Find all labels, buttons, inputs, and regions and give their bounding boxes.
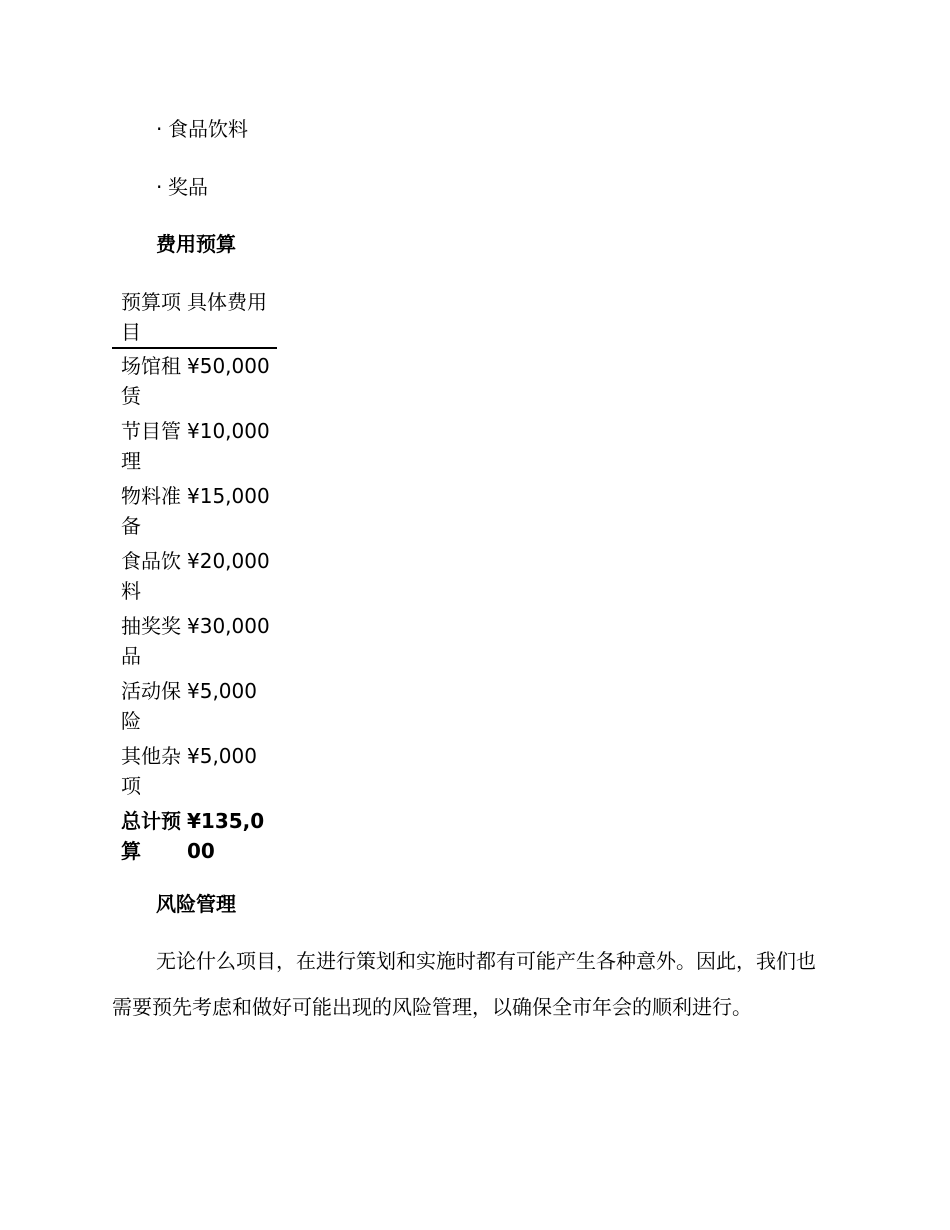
budget-item: 其他杂项 <box>121 744 181 798</box>
budget-item: 食品饮料 <box>121 549 181 603</box>
budget-item: 场馆租赁 <box>121 354 181 408</box>
budget-total-label: 总计预算 <box>121 809 181 863</box>
budget-cost: ¥15,000 <box>187 484 270 508</box>
budget-cost: ¥50,000 <box>187 354 270 378</box>
list-item <box>156 115 248 143</box>
list-item <box>156 173 208 201</box>
budget-total-value: ¥135,000 <box>187 809 265 863</box>
budget-heading: 费用预算 <box>156 232 236 256</box>
risk-paragraph: 无论什么项目，在进行策划和实施时都有可能产生各种意外。因此，我们也需要预先考虑和做好可能出现的风险管理，以确保全市年会的顺利进行。 <box>112 949 816 1019</box>
table-total-row <box>112 806 277 871</box>
budget-cost: ¥5,000 <box>187 744 257 768</box>
table-row <box>112 741 277 806</box>
table-row <box>112 481 277 546</box>
budget-cost: ¥20,000 <box>187 549 270 573</box>
table-row <box>112 611 277 676</box>
budget-cost: ¥5,000 <box>187 679 257 703</box>
table-row <box>112 546 277 611</box>
table-header-row <box>112 287 277 348</box>
table-row <box>112 676 277 741</box>
table-row <box>112 348 277 416</box>
list-item-text: 奖品 <box>168 175 208 199</box>
column-header-item: 预算项目 <box>121 290 181 344</box>
budget-item: 节目管理 <box>121 419 181 473</box>
bullet-dot: · <box>156 117 163 141</box>
risk-heading: 风险管理 <box>156 892 236 916</box>
budget-item: 抽奖奖品 <box>121 614 181 668</box>
budget-item: 物料准备 <box>121 484 181 538</box>
bullet-dot: · <box>156 175 163 199</box>
table-row <box>112 416 277 481</box>
budget-cost: ¥10,000 <box>187 419 270 443</box>
budget-cost: ¥30,000 <box>187 614 270 638</box>
list-item-text: 食品饮料 <box>168 117 248 141</box>
budget-item: 活动保险 <box>121 679 181 733</box>
column-header-cost: 具体费用 <box>187 290 267 314</box>
budget-table <box>112 287 277 871</box>
